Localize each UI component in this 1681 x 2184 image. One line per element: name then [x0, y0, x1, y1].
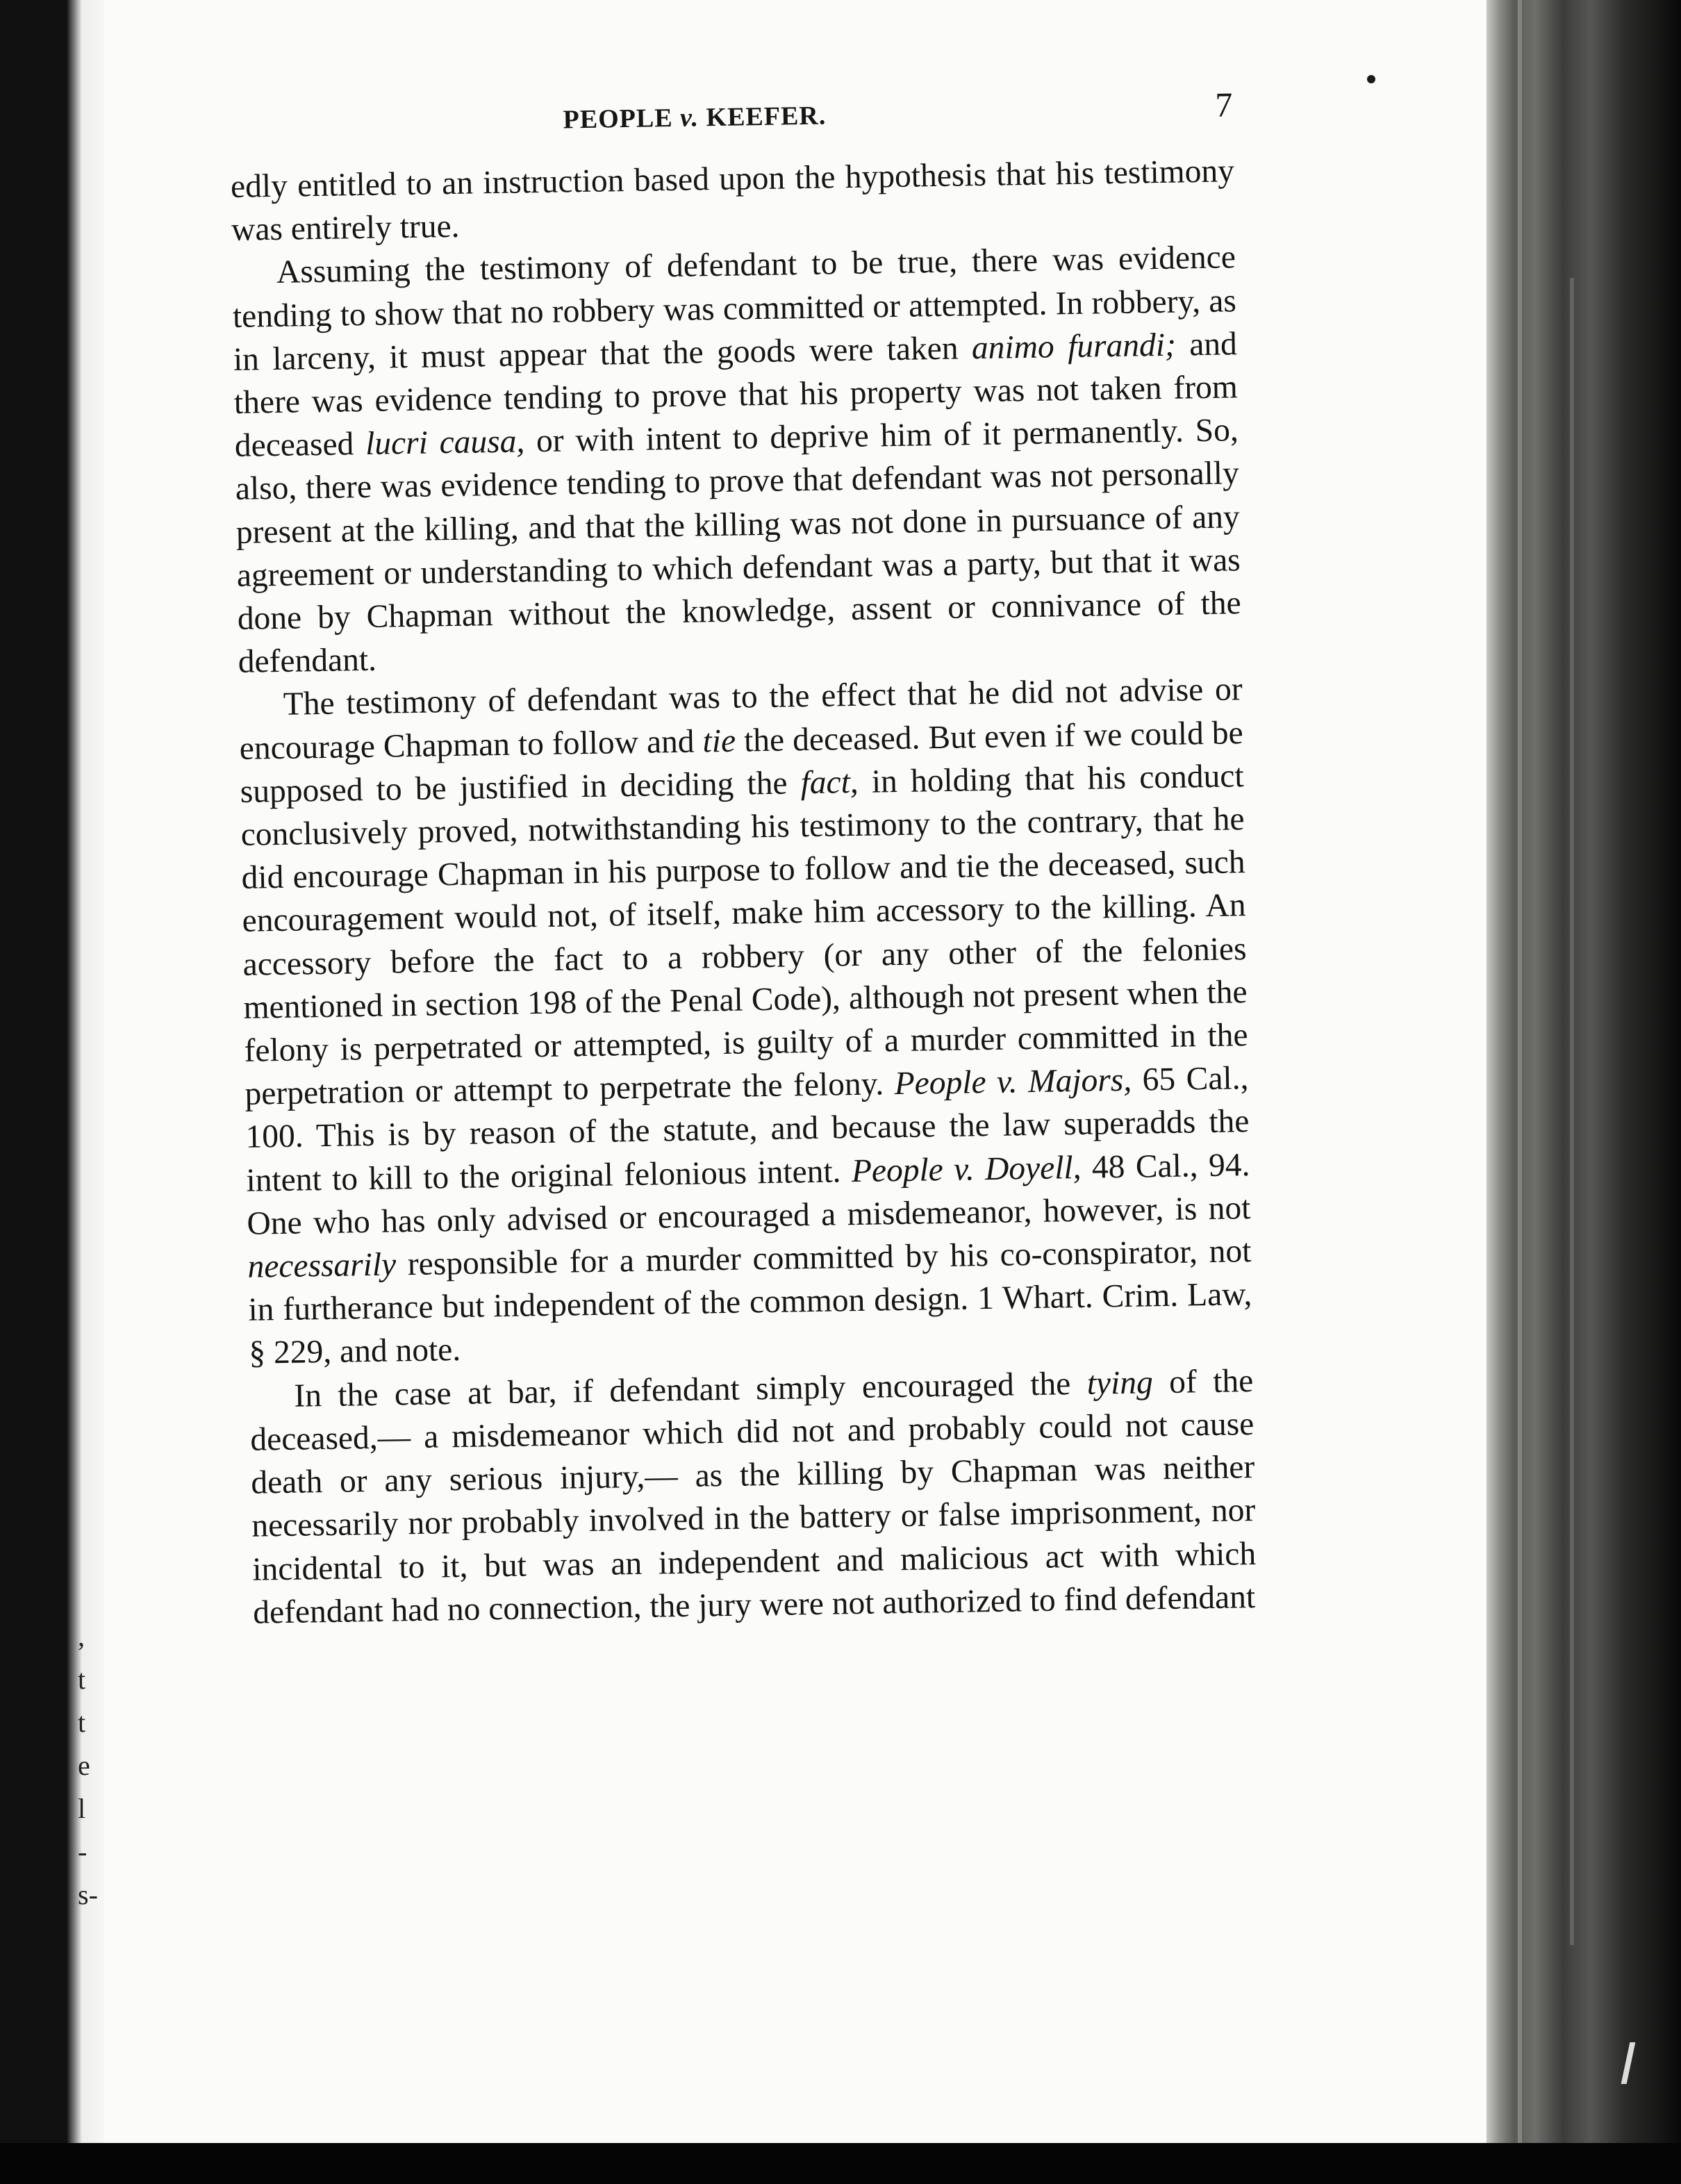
- text-run: of the deceased,— a misdemeanor which did not and probably could not cause death or any serious injury,— as the killing by Chapman was neither necessarily nor probably involved in the battery or false imprisonment, nor incidental to it, but was an independent and malicious act with which defendant had no connection, the jury were not authorized to find defendant: [249, 1362, 1257, 1631]
- facing-page-fragment: s-: [78, 1879, 98, 1910]
- italic-run: tying: [1086, 1364, 1154, 1402]
- italic-run: lucri causa,: [365, 423, 525, 463]
- text-run: Assuming the testimony of defendant to be true, there was evidence tending to show that no robbery was committed or attempted. In robbery, as in larceny, it must appear that the goods were taken: [232, 239, 1237, 378]
- page-text-block: [229, 80, 1257, 1634]
- paragraph: [238, 668, 1252, 1375]
- text-run: or with intent to deprive him of it permanently. So, also, there was evidence tending to prove that defendant was not personally present at the killing, and that the killing was not done in pursuance of any agreement or understanding to which defendant was a party, but that it was done by Chapman without the knowledge, assent or connivance of the defendant.: [235, 412, 1242, 681]
- text-run: the deceased. But even if we could be supposed to be justified in deciding the: [240, 714, 1243, 810]
- edge-streak: [1518, 0, 1522, 2184]
- paragraph: [231, 149, 1236, 251]
- italic-run: People v. Doyell,: [851, 1149, 1082, 1189]
- paragraph: [232, 236, 1243, 684]
- italic-run: necessarily: [247, 1246, 397, 1285]
- italic-run: People v. Majors,: [894, 1062, 1132, 1102]
- text-run: 65 Cal., 100. This is by reason of the statute, and because the law superadds the intent to kill to the original felonious intent.: [245, 1060, 1250, 1199]
- running-head-v: v.: [679, 103, 699, 133]
- scan-bottom-border: [0, 2143, 1681, 2184]
- text-run: and there was evidence tending to prove that his property was not taken from deceased: [233, 326, 1239, 465]
- book-edge-shadow: [1487, 0, 1681, 2184]
- running-head-right: KEEFER.: [706, 101, 827, 133]
- text-run: The testimony of defendant was to the effect that he did not advise or encourage Chapman to follow and: [239, 671, 1243, 767]
- body-text: [231, 149, 1257, 1634]
- facing-page-fragment: e: [78, 1750, 90, 1781]
- facing-page-fragment: t: [78, 1664, 86, 1695]
- text-run: in holding that his conduct conclusively proved, notwithstanding his testimony to the contrary, that he did encourage Chapman in his purpose to follow and tie the deceased, such encouragement would not, of itself, make him accessory to the killing. An accessory before the fact to a robbery (or any other of the felonies mentioned in section 198 of the Penal Code), although not present when the felony is perpetrated or attempted, is guilty of a murder committed in the perpetration or attempt to perpetrate the felony.: [240, 758, 1248, 1113]
- facing-page-fragment: t: [78, 1707, 86, 1738]
- text-run: responsible for a murder committed by his co-conspirator, not in furtherance but independent of the common design. 1 Whart. Crim. Law, § 229, and note.: [248, 1233, 1252, 1372]
- facing-page-fragment: ,: [78, 1621, 85, 1652]
- italic-run: animo furandi;: [971, 326, 1177, 367]
- edge-streak: [1570, 278, 1574, 1945]
- running-head: [563, 101, 826, 135]
- text-run: edly entitled to an instruction based upon the hypothesis that his testimony was entirely true.: [230, 153, 1235, 249]
- text-run: 48 Cal., 94. One who has only advised or encouraged a misdemeanor, however, is not: [247, 1146, 1251, 1242]
- italic-run: fact,: [800, 763, 859, 802]
- running-head-left: PEOPLE: [563, 103, 673, 135]
- italic-run: tie: [702, 722, 736, 760]
- facing-page-fragments: [78, 1615, 99, 1917]
- ink-speck: [1367, 75, 1375, 83]
- text-run: In the case at bar, if defendant simply encouraged the: [293, 1365, 1088, 1414]
- paragraph: [249, 1359, 1257, 1635]
- page-number: 7: [1214, 85, 1234, 124]
- facing-page-fragment: l: [78, 1793, 86, 1824]
- facing-page-fragment: -: [78, 1836, 88, 1867]
